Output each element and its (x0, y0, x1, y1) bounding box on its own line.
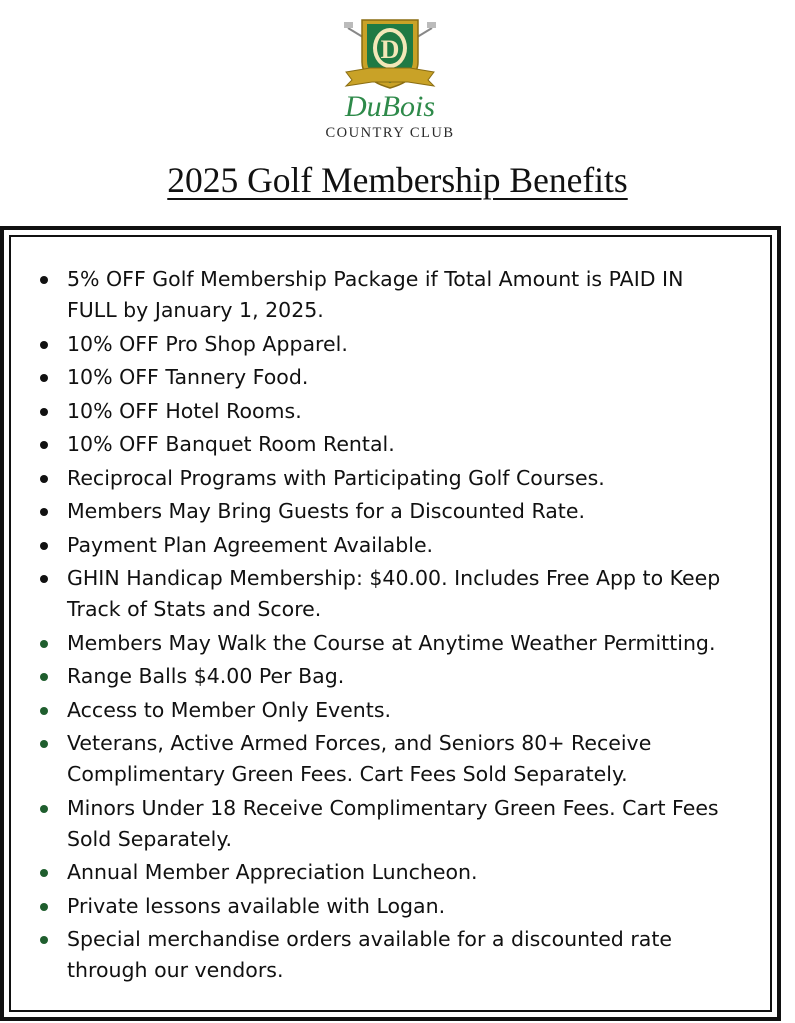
benefit-text-line: GHIN Handicap Membership: $40.00. Includes Free App to Keep (67, 566, 721, 590)
bullet-icon (40, 903, 48, 911)
bullet-icon (40, 508, 48, 516)
benefit-item (11, 463, 770, 494)
benefit-text: Members May Bring Guests for a Discounted Rate. (67, 499, 585, 523)
benefit-text: 10% OFF Tannery Food. (67, 365, 309, 389)
benefit-item (11, 628, 770, 659)
benefit-text: Reciprocal Programs with Participating Golf Courses. (67, 465, 605, 490)
bullet-icon (40, 276, 48, 284)
benefit-item (11, 429, 770, 460)
bullet-icon (40, 374, 48, 382)
benefit-item (11, 695, 770, 726)
bullet-icon (40, 869, 48, 877)
benefit-text: 10% OFF Pro Shop Apparel. (67, 331, 348, 356)
benefits-list (11, 264, 770, 989)
bullet-icon (40, 575, 48, 583)
benefit-text: 10% OFF Hotel Rooms. (67, 398, 302, 423)
bullet-icon (40, 341, 48, 349)
benefit-item (11, 728, 770, 790)
club-subtitle: COUNTRY CLUB (325, 125, 455, 141)
benefit-item (11, 362, 770, 393)
benefit-text-line: Complimentary Green Fees. Cart Fees Sold Separately. (67, 762, 628, 786)
benefit-item (11, 396, 770, 427)
benefit-text-line: Track of Stats and Score. (67, 597, 322, 621)
benefits-inner-border (9, 235, 772, 1012)
bullet-icon (40, 441, 48, 449)
bullet-icon (40, 640, 48, 648)
bullet-icon (40, 805, 48, 813)
bullet-icon (40, 740, 48, 748)
benefit-text: 10% OFF Banquet Room Rental. (67, 432, 395, 456)
benefit-item (11, 530, 770, 561)
benefit-text: Range Balls $4.00 Per Bag. (67, 664, 345, 688)
benefit-item (11, 496, 770, 527)
club-name: DuBois (345, 90, 435, 123)
bullet-icon (40, 936, 48, 944)
benefit-item (11, 857, 770, 888)
benefit-text: Private lessons available with Logan. (67, 893, 446, 918)
benefit-text: Access to Member Only Events. (67, 697, 392, 722)
benefit-item (11, 661, 770, 692)
benefit-text-line: Minors Under 18 Receive Complimentary Green Fees. Cart Fees (67, 795, 719, 820)
bullet-icon (40, 408, 48, 416)
benefit-text: Payment Plan Agreement Available. (67, 532, 434, 557)
bullet-icon (40, 707, 48, 715)
benefit-text-line: through our vendors. (67, 958, 284, 982)
benefit-item (11, 793, 770, 855)
club-logo (300, 14, 480, 144)
benefit-item (11, 891, 770, 922)
benefit-text: Annual Member Appreciation Luncheon. (67, 860, 478, 884)
benefit-text-line: Sold Separately. (67, 826, 233, 851)
benefit-text-line: 5% OFF Golf Membership Package if Total Amount is PAID IN (67, 267, 684, 291)
benefits-frame (0, 226, 781, 1021)
bullet-icon (40, 673, 48, 681)
crest-monogram: D (380, 35, 400, 64)
benefit-item (11, 264, 770, 326)
crest-emblem (300, 14, 480, 94)
bullet-icon (40, 475, 48, 483)
bullet-icon (40, 542, 48, 550)
benefit-text-line: FULL by January 1, 2025. (67, 298, 324, 322)
benefit-item (11, 329, 770, 360)
benefit-text-line: Special merchandise orders available for a discounted rate (67, 927, 672, 951)
benefit-item (11, 924, 770, 986)
benefit-text: Members May Walk the Course at Anytime Weather Permitting. (67, 630, 716, 655)
benefit-text-line: Veterans, Active Armed Forces, and Seniors 80+ Receive (67, 731, 652, 755)
benefit-item (11, 563, 770, 625)
page-title: 2025 Golf Membership Benefits (167, 160, 628, 200)
